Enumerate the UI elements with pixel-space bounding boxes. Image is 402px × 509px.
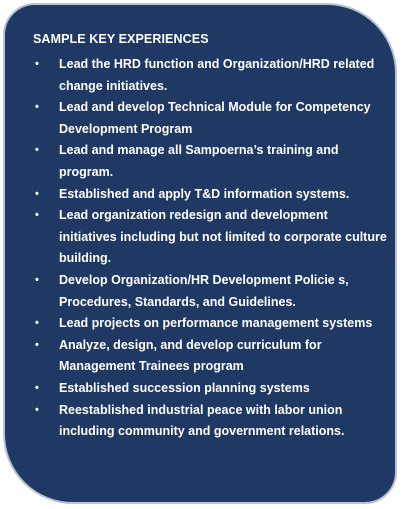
bullet-icon: • [35, 338, 39, 351]
list-item-text: Develop Organization/HR Development Policie s, Procedures, Standards, and Guidelines. [59, 272, 349, 309]
list-item [5, 140, 397, 183]
list-item [5, 205, 397, 270]
bullet-icon: • [35, 403, 39, 416]
list-item [5, 184, 397, 206]
list-item [5, 313, 397, 335]
list-item-text: Lead organization redesign and development initiatives including but not limited to corporate culture building. [59, 208, 387, 266]
list-item [5, 378, 397, 400]
bullet-icon: • [35, 273, 39, 286]
bullet-icon: • [35, 187, 39, 200]
list-item [5, 97, 397, 140]
list-item [5, 270, 397, 313]
list-item-text: Established and apply T&D information systems. [59, 186, 350, 201]
list-item-text: Reestablished industrial peace with labor union including community and government relations. [59, 402, 345, 439]
card-heading: SAMPLE KEY EXPERIENCES [33, 32, 209, 46]
experience-card [3, 3, 397, 504]
bullet-icon: • [35, 101, 39, 114]
bullet-icon: • [35, 209, 39, 222]
list-item [5, 400, 397, 443]
list-item [5, 335, 397, 378]
list-item-text: Lead and develop Technical Module for Competency Development Program [59, 100, 371, 136]
list-item-text: Lead the HRD function and Organization/HRD related change initiatives. [59, 57, 375, 93]
list-item-text: Lead projects on performance management systems [59, 316, 373, 331]
experience-list [5, 54, 397, 443]
list-item-text: Established succession planning systems [59, 380, 310, 395]
list-item-text: Lead and manage all Sampoerna’s training and program. [59, 143, 339, 179]
list-item [5, 54, 397, 97]
bullet-icon: • [35, 144, 39, 157]
bullet-icon: • [35, 58, 39, 70]
list-item-text: Analyze, design, and develop curriculum for Management Trainees program [59, 337, 322, 374]
bullet-icon: • [35, 381, 39, 394]
bullet-icon: • [35, 317, 39, 330]
